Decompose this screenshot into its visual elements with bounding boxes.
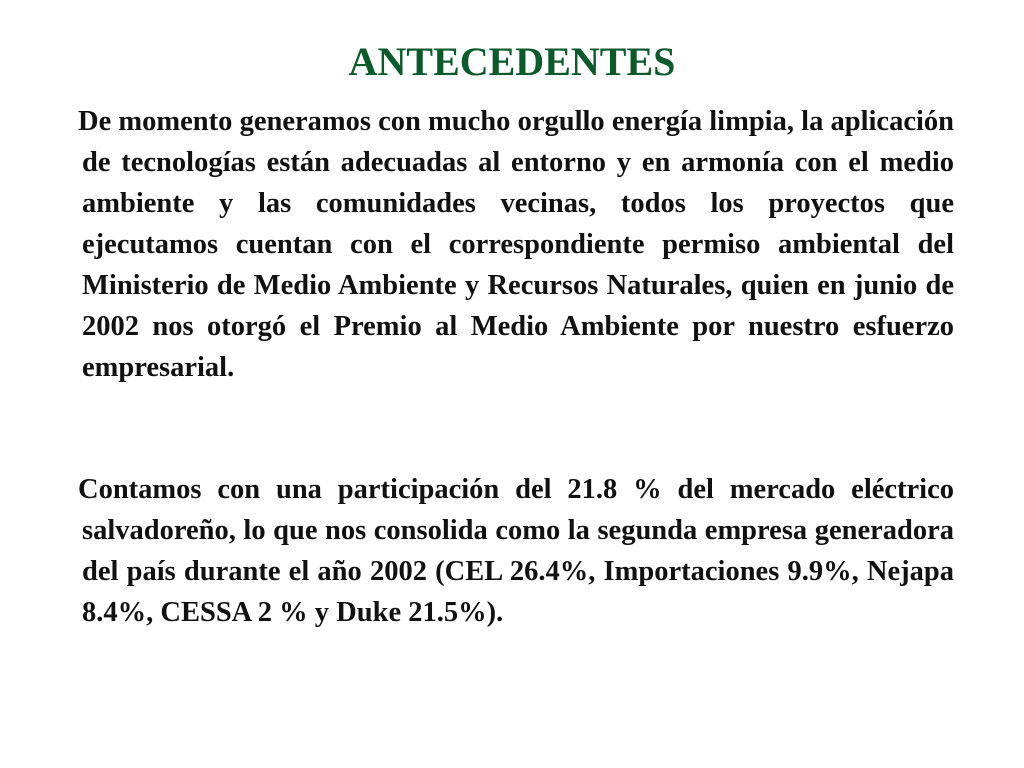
paragraph-market-share: Contamos con una participación del 21.8 % del mercado eléctrico salvadoreño, lo que nos consolida como la segunda empresa generadora del país durante el año 2002 (CEL 26.4%, Importaciones 9.9%, Nejapa 8.4%, CESSA 2 % y Duke 21.5%). <box>78 474 954 628</box>
paragraph-antecedentes: De momento generamos con mucho orgullo energía limpia, la aplicación de tecnologías están adecuadas al entorno y en armonía con el medio ambiente y las comunidades vecinas, todos los proyectos que ejecutamos cuentan con el correspondiente permiso ambiental del Ministerio de Medio Ambiente y Recursos Naturales, quien en junio de 2002 nos otorgó el Premio al Medio Ambiente por nuestro esfuerzo empresarial. <box>78 106 954 383</box>
slide-title: ANTECEDENTES <box>348 39 676 84</box>
